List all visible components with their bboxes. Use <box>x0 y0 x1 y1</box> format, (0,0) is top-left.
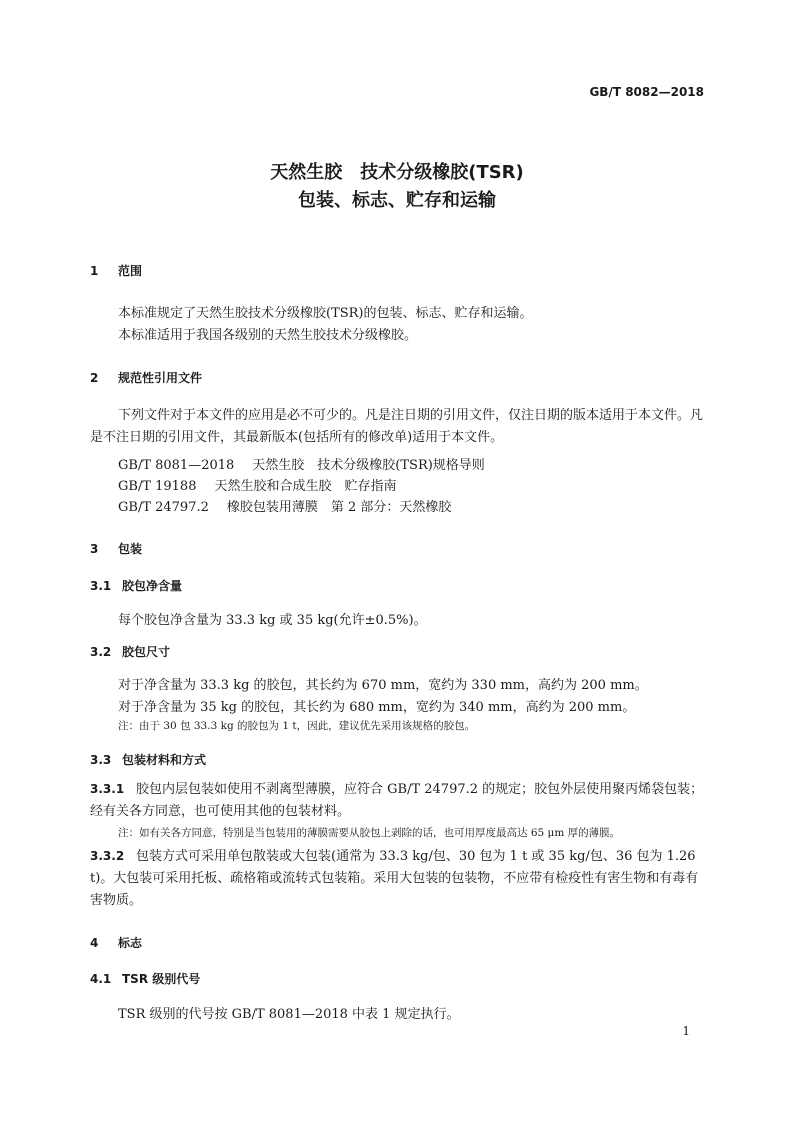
document-subtitle: 包装、标志、贮存和运输 <box>298 190 496 211</box>
reference-item <box>118 475 397 494</box>
section-4-1-heading <box>90 970 200 987</box>
section-title: 包装材料和方式 <box>122 753 207 767</box>
section-title: 包装 <box>118 542 143 556</box>
section-title: 范围 <box>118 264 143 278</box>
standard-number: GB/T 8082—2018 <box>589 85 704 99</box>
section-number: 1 <box>90 264 99 278</box>
section-number: 4.1 <box>90 972 112 986</box>
paragraph-3-3-2 <box>90 845 706 912</box>
section-number: 3.3.1 <box>90 782 125 796</box>
section-2-heading <box>90 369 202 386</box>
section-title: 规范性引用文件 <box>118 371 203 385</box>
paragraph: 每个胶包净含量为 33.3 kg 或 35 kg(允许±0.5%)。 <box>118 613 427 628</box>
section-title: 标志 <box>118 936 143 950</box>
reference-code: GB/T 19188 <box>118 479 197 494</box>
section-title: TSR 级别代号 <box>122 972 201 986</box>
section-number: 4 <box>90 936 99 950</box>
paragraph: 本标准规定了天然生胶技术分级橡胶(TSR)的包装、标志、贮存和运输。 <box>118 306 533 321</box>
section-number: 3 <box>90 542 99 556</box>
reference-title: 橡胶包装用薄膜 第 2 部分：天然橡胶 <box>226 500 452 515</box>
section-number: 2 <box>90 371 99 385</box>
paragraph: 下列文件对于本文件的应用是必不可少的。凡是注日期的引用文件，仅注日期的版本适用于本文件。凡是不注日期的引用文件，其最新版本(包括所有的修改单)适用于本文件。 <box>90 408 704 445</box>
note: 注：如有关各方同意，特别是当包装用的薄膜需要从胶包上剥除的话，也可用厚度最高达 65 μm 厚的薄膜。 <box>118 827 621 839</box>
section-3-heading <box>90 540 142 557</box>
section-number: 3.1 <box>90 579 112 593</box>
section-title: 胶包尺寸 <box>122 645 171 659</box>
section-number: 3.2 <box>90 645 112 659</box>
section-3-2-heading <box>90 643 170 660</box>
note: 注：由于 30 包 33.3 kg 的胶包为 1 t，因此，建议优先采用该规格的胶包。 <box>118 720 476 732</box>
section-number: 3.3 <box>90 753 112 767</box>
section-number: 3.3.2 <box>90 849 125 863</box>
reference-item <box>118 496 451 515</box>
reference-code: GB/T 8081—2018 <box>118 458 235 473</box>
reference-item <box>118 454 485 473</box>
paragraph-text: 胶包内层包装如使用不剥离型薄膜，应符合 GB/T 24797.2 的规定；胶包外层使用聚丙烯袋包装；经有关各方同意，也可使用其他的包装材料。 <box>90 782 704 819</box>
paragraph-3-3-1 <box>90 778 706 823</box>
section-4-heading <box>90 934 142 951</box>
page-number: 1 <box>682 1024 690 1038</box>
section-title: 胶包净含量 <box>122 579 183 593</box>
reference-title: 天然生胶 技术分级橡胶(TSR)规格导则 <box>252 458 485 473</box>
paragraph: 对于净含量为 35 kg 的胶包，其长约为 680 mm，宽约为 340 mm，高约为 200 mm。 <box>118 700 636 715</box>
section-3-3-heading <box>90 751 206 768</box>
section-3-1-heading <box>90 577 182 594</box>
reference-title: 天然生胶和合成生胶 贮存指南 <box>214 479 397 494</box>
paragraph: TSR 级别的代号按 GB/T 8081—2018 中表 1 规定执行。 <box>118 1007 460 1022</box>
paragraph-text: 包装方式可采用单包散装或大包装(通常为 33.3 kg/包、30 包为 1 t 或 35 kg/包、36 包为 1.26 t)。大包装可采用托板、疏格箱或流转式包装箱。采用大包装的包装物，不应带有检疫性有害生物和有毒有害物质。 <box>90 849 699 908</box>
section-1-heading <box>90 262 142 279</box>
paragraph: 本标准适用于我国各级别的天然生胶技术分级橡胶。 <box>118 328 418 343</box>
paragraph: 对于净含量为 33.3 kg 的胶包，其长约为 670 mm，宽约为 330 mm，高约为 200 mm。 <box>118 678 648 693</box>
document-title: 天然生胶 技术分级橡胶(TSR) <box>270 162 524 183</box>
reference-code: GB/T 24797.2 <box>118 500 209 515</box>
